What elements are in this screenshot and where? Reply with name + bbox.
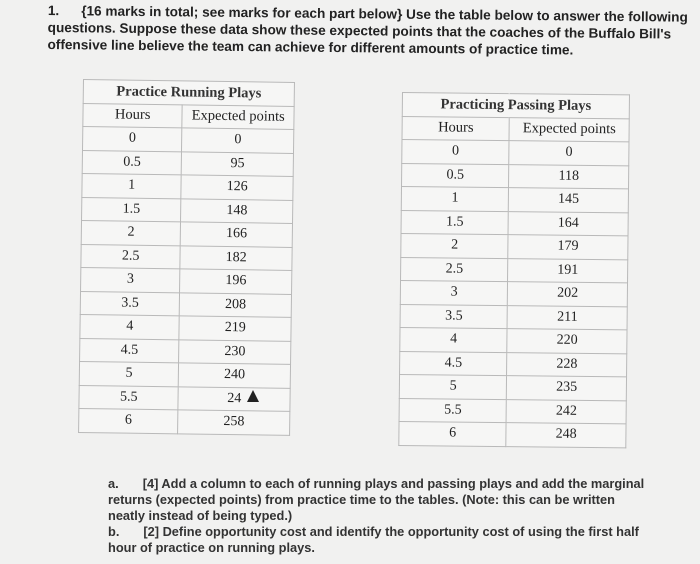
table-row <box>82 197 293 223</box>
table-row <box>402 140 629 166</box>
table-row <box>401 187 628 213</box>
running-hours-cell: 1 <box>82 173 182 198</box>
passing-col-points: Expected points <box>509 117 629 142</box>
running-points-cell: 258 <box>178 410 290 435</box>
table-row <box>81 244 292 270</box>
part-text: [2] Define opportunity cost and identify the opportunity cost of using the first half hour of practice on running plays. <box>108 524 639 555</box>
passing-hours-cell: 5 <box>399 374 507 399</box>
passing-hours-cell: 3 <box>400 280 508 305</box>
table-row <box>400 304 627 330</box>
running-hours-cell: 1.5 <box>82 197 182 222</box>
running-hours-cell: 0 <box>83 127 183 152</box>
part-label: a. <box>108 476 119 491</box>
question-part <box>108 524 648 556</box>
passing-points-cell: 220 <box>507 329 627 354</box>
part-text: [4] Add a column to each of running plays and passing plays and add the marginal returns (expected points) from practice time to the tables. (Note: this can be written neatly instead of being typed.) <box>108 476 645 523</box>
passing-hours-cell: 0.5 <box>402 163 510 188</box>
running-points-cell: 126 <box>181 175 293 200</box>
passing-points-cell: 235 <box>507 376 627 401</box>
passing-table-body <box>399 140 629 448</box>
running-table-title: Practice Running Plays <box>83 80 294 106</box>
running-hours-cell: 3.5 <box>80 291 180 316</box>
running-points-cell: 196 <box>180 269 292 294</box>
running-plays-table <box>78 79 295 435</box>
table-row <box>399 374 626 400</box>
table-row <box>401 233 628 259</box>
passing-points-cell: 248 <box>506 423 626 448</box>
table-row <box>399 421 626 447</box>
table-row <box>82 173 293 199</box>
table-row <box>80 291 291 317</box>
question-intro <box>47 2 687 60</box>
question-number: 1. <box>47 2 60 19</box>
running-hours-cell: 6 <box>79 408 179 433</box>
running-hours-cell: 0.5 <box>82 150 182 175</box>
part-label: b. <box>108 524 120 539</box>
passing-points-cell: 211 <box>507 305 627 330</box>
passing-hours-cell: 0 <box>402 140 510 165</box>
passing-table-title: Practicing Passing Plays <box>402 93 629 119</box>
running-hours-cell: 2 <box>81 220 181 245</box>
running-points-cell: 0 <box>182 128 294 153</box>
passing-col-hours: Hours <box>402 116 510 141</box>
passing-points-cell: 202 <box>508 282 628 307</box>
running-hours-cell: 5 <box>79 361 179 386</box>
table-row <box>400 280 627 306</box>
running-points-cell: 95 <box>182 151 294 176</box>
passing-points-cell: 179 <box>508 235 628 260</box>
question-parts <box>108 476 648 556</box>
table-row <box>79 408 290 434</box>
running-hours-cell: 2.5 <box>81 244 181 269</box>
passing-points-cell: 145 <box>509 188 629 213</box>
question-text: {16 marks in total; see marks for each part below} Use the table below to answer the following questions. Suppose these data show these expected points that the coaches of the Buffalo Bill's offensive line believe the team can achieve for different amounts of practice time. <box>47 3 688 58</box>
passing-hours-cell: 1.5 <box>401 210 509 235</box>
table-row <box>401 257 628 283</box>
running-hours-cell: 4.5 <box>80 338 180 363</box>
table-row <box>82 150 293 176</box>
passing-points-cell: 0 <box>509 141 629 166</box>
running-hours-cell: 3 <box>81 267 181 292</box>
passing-hours-cell: 4.5 <box>400 351 508 376</box>
table-row <box>402 163 629 189</box>
running-points-cell: 219 <box>179 316 291 341</box>
running-table-body <box>79 127 294 435</box>
passing-hours-cell: 4 <box>400 327 508 352</box>
running-points-cell: 24 <box>178 386 290 411</box>
passing-hours-cell: 5.5 <box>399 398 507 423</box>
passing-hours-cell: 6 <box>399 421 507 446</box>
passing-points-cell: 242 <box>506 399 626 424</box>
table-row <box>400 327 627 353</box>
running-points-cell: 240 <box>179 363 291 388</box>
passing-hours-cell: 1 <box>401 187 509 212</box>
passing-points-cell: 118 <box>509 164 629 189</box>
running-points-cell: 148 <box>181 198 293 223</box>
table-row <box>79 361 290 387</box>
passing-hours-cell: 2 <box>401 233 509 258</box>
running-hours-cell: 5.5 <box>79 385 179 410</box>
table-row <box>83 127 294 153</box>
table-row <box>80 314 291 340</box>
table-row <box>400 351 627 377</box>
running-points-cell: 230 <box>179 339 291 364</box>
passing-points-cell: 191 <box>508 258 628 283</box>
table-row <box>81 220 292 246</box>
table-row <box>399 398 626 424</box>
running-points-cell: 166 <box>181 222 293 247</box>
running-points-cell: 182 <box>180 245 292 270</box>
running-col-hours: Hours <box>83 103 183 128</box>
passing-hours-cell: 3.5 <box>400 304 508 329</box>
running-col-points: Expected points <box>182 104 294 129</box>
mouse-pointer-icon <box>247 390 259 402</box>
passing-points-cell: 228 <box>507 352 627 377</box>
question-part <box>108 476 648 524</box>
passing-plays-table <box>398 92 630 448</box>
table-row <box>81 267 292 293</box>
passing-points-cell: 164 <box>508 211 628 236</box>
running-hours-cell: 4 <box>80 314 180 339</box>
table-row <box>80 338 291 364</box>
table-row <box>401 210 628 236</box>
passing-hours-cell: 2.5 <box>401 257 509 282</box>
running-points-cell: 208 <box>180 292 292 317</box>
